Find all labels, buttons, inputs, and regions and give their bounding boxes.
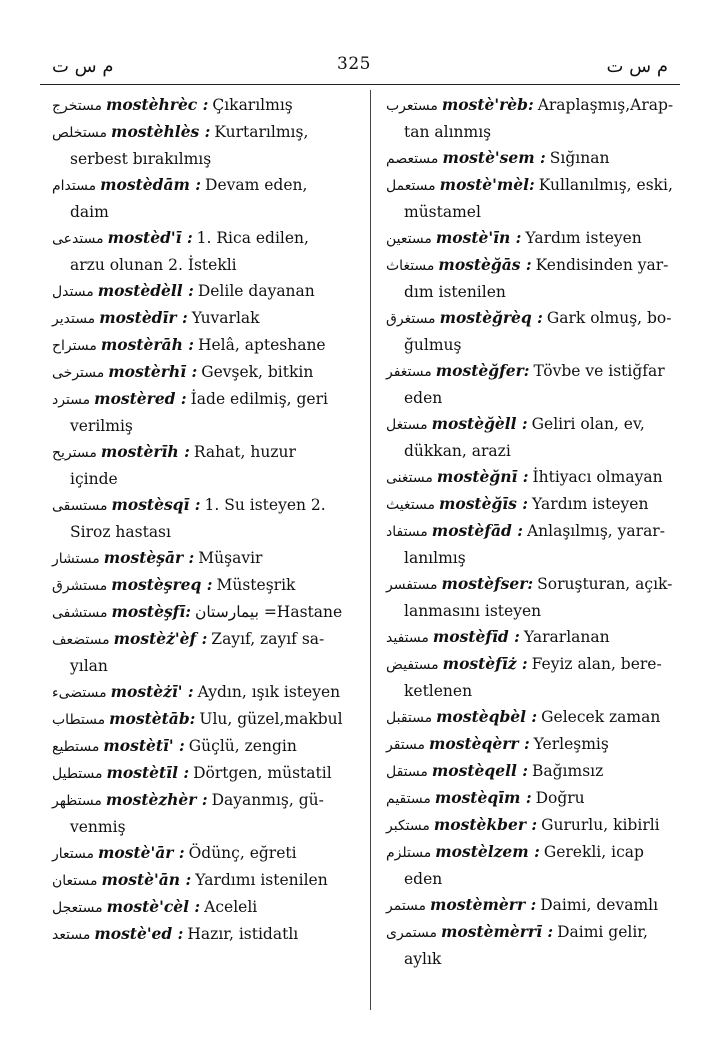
- transliteration: mostè'ār :: [98, 843, 185, 862]
- transliteration: mostètāb:: [109, 709, 196, 728]
- arabic-headword: مستمر: [386, 898, 427, 914]
- definition-continuation: müstamel: [404, 203, 481, 221]
- transliteration: mostèqbèl :: [436, 707, 538, 726]
- dictionary-entry: [52, 599, 362, 626]
- transliteration: mostè'ed :: [94, 924, 184, 943]
- transliteration: mostèkber :: [433, 815, 538, 834]
- definition: Ödünç, eğreti: [188, 844, 297, 862]
- dictionary-entry: [52, 119, 362, 172]
- arabic-headword: مستقل: [386, 764, 428, 780]
- column-divider: [370, 90, 371, 1010]
- dictionary-entry: [52, 894, 362, 921]
- definition: Devam eden,: [205, 176, 308, 194]
- definition: Daimi gelir,: [557, 923, 648, 941]
- definition-continuation: eden: [404, 389, 443, 407]
- definition: Güçlü, zengin: [188, 737, 297, 755]
- arabic-headword: مستغنى: [386, 470, 433, 486]
- definition-continuation: tan alınmış: [404, 123, 492, 141]
- transliteration: mostèğrèq :: [439, 308, 543, 327]
- arabic-headword: مستعان: [52, 873, 98, 889]
- definition: Gelecek zaman: [541, 708, 661, 726]
- transliteration: mostèşār :: [103, 548, 195, 567]
- transliteration: mostèsqī :: [111, 495, 201, 514]
- transliteration: mostèfīż :: [442, 654, 528, 673]
- arabic-headword: مستقر: [386, 737, 426, 753]
- arabic-headword: مستشفى: [52, 605, 108, 621]
- transliteration: mostèfīd :: [432, 627, 520, 646]
- definition: Dayanmış, gü-: [211, 791, 324, 809]
- arabic-headword: مسترخى: [52, 365, 105, 381]
- dictionary-entry: [386, 919, 682, 972]
- transliteration: mostèğīs :: [438, 494, 529, 513]
- transliteration: mostèşfī:: [111, 602, 191, 621]
- transliteration: mostèżī' :: [110, 682, 194, 701]
- transliteration: mostèqell :: [431, 761, 528, 780]
- dictionary-entry: [52, 760, 362, 787]
- definition: Doğru: [535, 789, 585, 807]
- dictionary-entry: [386, 892, 682, 919]
- dictionary-entry: [386, 785, 682, 812]
- definition: Yerleşmiş: [533, 735, 609, 753]
- definition: Gark olmuş, bo-: [546, 309, 672, 327]
- dictionary-entry: [386, 358, 682, 411]
- transliteration: mostè'sem :: [442, 148, 546, 167]
- dictionary-entry: [52, 840, 362, 867]
- definition: Daimi, devamlı: [540, 896, 659, 914]
- dictionary-entry: [386, 92, 682, 145]
- definition-continuation: venmiş: [70, 818, 126, 836]
- page-number: 325: [337, 54, 371, 74]
- arabic-headword: مستدل: [52, 284, 94, 300]
- definition-continuation: serbest bırakılmış: [70, 150, 212, 168]
- arabic-headword: مستضىء: [52, 685, 107, 701]
- dictionary-entry: [52, 572, 362, 599]
- dictionary-entry: [386, 651, 682, 704]
- definition: Feyiz alan, bere-: [531, 655, 662, 673]
- dictionary-entry: [386, 571, 682, 624]
- arabic-headword: مستفسر: [386, 577, 438, 593]
- transliteration: mostèqīm :: [434, 788, 532, 807]
- transliteration: mostèlzem :: [435, 842, 540, 861]
- definition: Yuvarlak: [191, 309, 260, 327]
- transliteration: mostèfser:: [441, 574, 534, 593]
- transliteration: mostèd'ī :: [107, 228, 193, 247]
- dictionary-entry: [386, 812, 682, 839]
- definition: 1. Rica edilen,: [196, 229, 309, 247]
- transliteration: mostèmèrrī :: [441, 922, 554, 941]
- definition: Zayıf, zayıf sa-: [211, 630, 325, 648]
- dictionary-entry: [52, 706, 362, 733]
- arabic-headword: مستعين: [386, 231, 432, 247]
- definition: Geliri olan, ev,: [531, 415, 645, 433]
- definition: Aceleli: [204, 898, 258, 916]
- transliteration: mostèrāh :: [100, 335, 194, 354]
- dictionary-entry: [52, 439, 362, 492]
- transliteration: mostèqèrr :: [429, 734, 530, 753]
- arabic-headword: مستغل: [386, 417, 428, 433]
- definition-continuation: daim: [70, 203, 109, 221]
- arabic-headword: مستقبل: [386, 710, 433, 726]
- definition: Delile dayanan: [197, 282, 315, 300]
- dictionary-entry: [386, 145, 682, 172]
- definition: Kendisinden yar-: [535, 256, 669, 274]
- arabic-headword: مستضعف: [52, 632, 110, 648]
- transliteration: mostèşreq :: [111, 575, 213, 594]
- definition-continuation: lanılmış: [404, 549, 466, 567]
- transliteration: mostèmèrr :: [430, 895, 537, 914]
- header-rule: [40, 84, 680, 85]
- transliteration: mostè'mèl:: [439, 175, 535, 194]
- definition: İade edilmiş, geri: [190, 390, 328, 408]
- transliteration: mostèhlès :: [111, 122, 211, 141]
- dictionary-entry: [52, 679, 362, 706]
- definition: Gerekli, icap: [543, 843, 644, 861]
- definition: İhtiyacı olmayan: [532, 468, 663, 486]
- transliteration: mostèred :: [94, 389, 187, 408]
- header-left-letters: م س ت: [52, 56, 114, 77]
- definition: Yararlanan: [523, 628, 610, 646]
- definition: Müşavir: [198, 549, 263, 567]
- transliteration: mostèdèll :: [97, 281, 194, 300]
- arabic-headword: مستفاد: [386, 524, 428, 540]
- arabic-headword: مستفيد: [386, 630, 429, 646]
- definition: Çıkarılmış: [212, 96, 293, 114]
- dictionary-entry: [52, 332, 362, 359]
- dictionary-entry: [52, 867, 362, 894]
- transliteration: mostè'īn :: [435, 228, 522, 247]
- definition: Tövbe ve istiğfar: [533, 362, 665, 380]
- arabic-headword: مستخلص: [52, 125, 108, 141]
- dictionary-entry: [52, 92, 362, 119]
- arabic-headword: مستدير: [52, 311, 96, 327]
- dictionary-entry: [52, 733, 362, 760]
- transliteration: mostèzhèr :: [105, 790, 208, 809]
- definition: Ulu, güzel,makbul: [199, 710, 343, 728]
- definition-continuation: ğulmuş: [404, 336, 462, 354]
- dictionary-entry: [386, 464, 682, 491]
- transliteration: mostè'ān :: [101, 870, 192, 889]
- dictionary-entry: [52, 225, 362, 278]
- arabic-headword: مستعد: [52, 927, 91, 943]
- dictionary-entry: [386, 491, 682, 518]
- arabic-headword: مستلزم: [386, 845, 432, 861]
- transliteration: mostèfād :: [431, 521, 523, 540]
- dictionary-entry: [52, 545, 362, 572]
- transliteration: mostètī' :: [103, 736, 185, 755]
- arabic-headword: مستغاث: [386, 258, 435, 274]
- dictionary-entry: [52, 386, 362, 439]
- arabic-headword: مستشار: [52, 551, 100, 567]
- definition: Gevşek, bitkin: [201, 363, 314, 381]
- transliteration: mostè'cèl :: [106, 897, 201, 916]
- definition: Aydın, ışık isteyen: [197, 683, 341, 701]
- arabic-headword: مستعجل: [52, 900, 103, 916]
- arabic-headword: مستراح: [52, 338, 97, 354]
- definition: Hazır, istidatlı: [187, 925, 299, 943]
- left-column: [52, 92, 362, 948]
- transliteration: mostè'rèb:: [441, 95, 534, 114]
- header-right-letters: م س ت: [606, 56, 668, 77]
- arabic-headword: مستقيم: [386, 791, 431, 807]
- definition: Soruşturan, açık-: [537, 575, 673, 593]
- dictionary-entry: [386, 252, 682, 305]
- definition: Anlaşılmış, yarar-: [526, 522, 665, 540]
- dictionary-entry: [386, 305, 682, 358]
- arabic-headword: مستدعى: [52, 231, 104, 247]
- definition-continuation: verilmiş: [70, 417, 133, 435]
- arabic-headword: مستطيل: [52, 766, 103, 782]
- definition-continuation: içinde: [70, 470, 118, 488]
- dictionary-entry: [52, 626, 362, 679]
- arabic-headword: مستعمل: [386, 178, 436, 194]
- definition: Araplaşmış,Arap-: [537, 96, 674, 114]
- dictionary-entry: [386, 624, 682, 651]
- definition: Yardımı istenilen: [195, 871, 328, 889]
- arabic-headword: مستظهر: [52, 793, 102, 809]
- definition: Rahat, huzur: [193, 443, 296, 461]
- arabic-headword: مستكبر: [386, 818, 430, 834]
- dictionary-entry: [52, 359, 362, 386]
- arabic-headword: مستطاب: [52, 712, 106, 728]
- arabic-headword: مستعار: [52, 846, 94, 862]
- dictionary-entry: [386, 518, 682, 571]
- arabic-headword: مستشرق: [52, 578, 108, 594]
- definition: Müsteşrik: [216, 576, 296, 594]
- dictionary-entry: [52, 278, 362, 305]
- arabic-headword: مستعصم: [386, 151, 439, 167]
- arabic-headword: مستسقى: [52, 498, 108, 514]
- dictionary-entry: [386, 704, 682, 731]
- transliteration: mostèğèll :: [431, 414, 528, 433]
- dictionary-entry: [52, 787, 362, 840]
- arabic-headword: مسترد: [52, 392, 91, 408]
- definition: Kullanılmış, eski,: [538, 176, 673, 194]
- arabic-headword: مستغيث: [386, 497, 435, 513]
- definition-continuation: aylık: [404, 950, 442, 968]
- definition-continuation: dım istenilen: [404, 283, 506, 301]
- dictionary-entry: [52, 172, 362, 225]
- definition: Helâ, apteshane: [197, 336, 326, 354]
- arabic-headword: مستطيع: [52, 739, 100, 755]
- definition-continuation: arzu olunan 2. İstekli: [70, 256, 237, 274]
- transliteration: mostèrhī :: [108, 362, 198, 381]
- arabic-headword: مستغفر: [386, 364, 432, 380]
- definition-continuation: yılan: [70, 657, 108, 675]
- definition: 1. Su isteyen 2.: [204, 496, 326, 514]
- arabic-headword: مستغرق: [386, 311, 436, 327]
- definition: Dörtgen, müstatil: [193, 764, 332, 782]
- page-header: [0, 52, 708, 82]
- definition-continuation: ketlenen: [404, 682, 473, 700]
- transliteration: mostèrīh :: [100, 442, 190, 461]
- definition-continuation: lanmasını isteyen: [404, 602, 542, 620]
- definition-continuation: Siroz hastası: [70, 523, 171, 541]
- transliteration: mostèhrèc :: [106, 95, 209, 114]
- arabic-headword: مستخرج: [52, 98, 103, 114]
- arabic-headword: مستدام: [52, 178, 97, 194]
- dictionary-entry: [386, 411, 682, 464]
- transliteration: mostèğnī :: [436, 467, 529, 486]
- transliteration: mostèğfer:: [435, 361, 530, 380]
- dictionary-entry: [52, 492, 362, 545]
- definition: Sığınan: [549, 149, 610, 167]
- arabic-headword: مستفيض: [386, 657, 439, 673]
- right-column: [386, 92, 682, 972]
- definition: Yardım isteyen: [525, 229, 642, 247]
- dictionary-entry: [386, 172, 682, 225]
- transliteration: mostèğās :: [438, 255, 532, 274]
- transliteration: mostèż'èf :: [113, 629, 208, 648]
- definition: Kurtarılmış,: [214, 123, 309, 141]
- dictionary-entry: [386, 758, 682, 785]
- transliteration: mostètīl :: [106, 763, 190, 782]
- dictionary-entry: [52, 305, 362, 332]
- arabic-headword: مستعرب: [386, 98, 438, 114]
- arabic-headword: مستمرى: [386, 925, 437, 941]
- transliteration: mostèdām :: [100, 175, 202, 194]
- dictionary-entry: [386, 839, 682, 892]
- definition-continuation: eden: [404, 870, 443, 888]
- arabic-headword: مستريح: [52, 445, 97, 461]
- definition-continuation: dükkan, arazi: [404, 442, 511, 460]
- definition: Bağımsız: [532, 762, 604, 780]
- dictionary-entry: [386, 225, 682, 252]
- transliteration: mostèdīr :: [99, 308, 188, 327]
- definition: Yardım isteyen: [532, 495, 649, 513]
- definition: بيمارستان =Hastane: [194, 603, 343, 621]
- definition: Gururlu, kibirli: [541, 816, 660, 834]
- dictionary-entry: [52, 921, 362, 948]
- dictionary-entry: [386, 731, 682, 758]
